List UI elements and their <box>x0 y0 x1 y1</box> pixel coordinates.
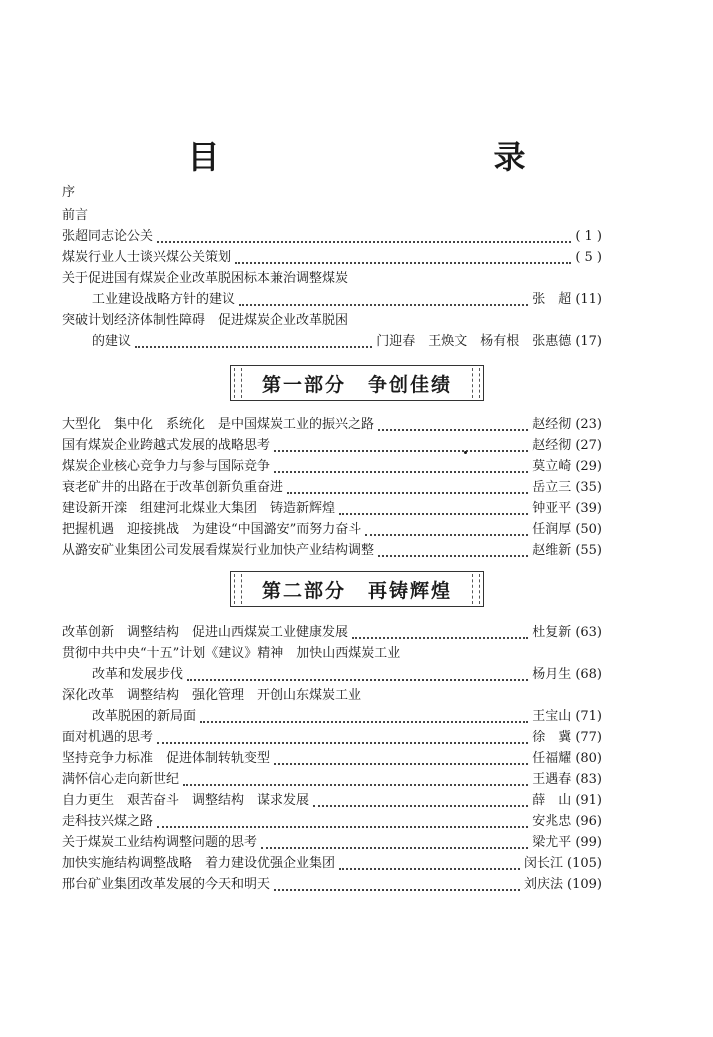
entry-title: 自力更生 艰苦奋斗 调整结构 谋求发展 <box>62 793 310 808</box>
entry-title: 把握机遇 迎接挑战 为建设“中国潞安”而努力奋斗 <box>62 522 362 537</box>
entry-title[interactable]: 突破计划经济体制性障碍 促进煤炭企业改革脱困 <box>62 313 349 328</box>
leader-dots <box>157 231 571 243</box>
entry-title[interactable]: 关于促进国有煤炭企业改革脱困标本兼治调整煤炭 <box>62 271 349 286</box>
entry-author: 杨月生 <box>532 667 572 682</box>
toc-preface[interactable]: 序 <box>62 185 76 200</box>
entry-page: (83) <box>575 772 602 787</box>
toc-entry[interactable] <box>62 247 602 268</box>
part1-heading <box>230 365 484 401</box>
banner-border-left <box>234 574 242 604</box>
entry-title: 衰老矿井的出路在于改革创新负重奋进 <box>62 480 284 495</box>
entry-author: 王宝山 <box>532 709 572 724</box>
entry-author: 闵长江 <box>524 856 564 871</box>
part2-name: 再铸辉煌 <box>368 579 453 602</box>
entry-title-continuation: 的建议 <box>92 334 132 349</box>
entry-page: (39) <box>575 501 602 516</box>
entry-author: 刘庆法 <box>524 877 564 892</box>
entry-page: (29) <box>575 459 602 474</box>
entry-title-continuation: 改革和发展步伐 <box>92 667 184 682</box>
entry-author: 薛 山 <box>532 793 572 808</box>
entry-page: ( 5 ) <box>575 250 602 265</box>
toc-entry[interactable] <box>62 748 602 769</box>
entry-author: 安兆忠 <box>532 814 572 829</box>
entry-page: (96) <box>575 814 602 829</box>
toc-entry[interactable] <box>62 622 602 643</box>
part2-heading <box>230 571 484 607</box>
entry-title: 面对机遇的思考 <box>62 730 154 745</box>
toc-entry[interactable] <box>92 706 602 727</box>
entry-author: 莫立崎 <box>532 459 572 474</box>
leader-dots <box>378 545 528 557</box>
entry-title: 邢台矿业集团改革发展的今天和明天 <box>62 877 271 892</box>
toc-entry[interactable] <box>62 226 602 247</box>
entry-author: 梁尤平 <box>532 835 572 850</box>
entry-author: 门迎春 王焕文 杨有根 张惠德 <box>376 334 572 349</box>
leader-dots <box>261 837 528 849</box>
entry-page: (99) <box>575 835 602 850</box>
toc-entry[interactable] <box>62 874 602 895</box>
entry-author: 赵经彻 <box>532 417 572 432</box>
print-speck <box>464 451 467 454</box>
banner-border-left <box>234 368 242 398</box>
leader-dots <box>235 252 571 264</box>
entry-title-continuation: 工业建设战略方针的建议 <box>92 292 236 307</box>
leader-dots <box>274 753 528 765</box>
entry-title[interactable]: 深化改革 调整结构 强化管理 开创山东煤炭工业 <box>62 688 362 703</box>
part2-label: 第二部分 <box>261 579 346 602</box>
banner-border-right <box>472 574 480 604</box>
leader-dots <box>274 879 520 891</box>
leader-dots <box>135 336 372 348</box>
entry-page: (77) <box>575 730 602 745</box>
toc-entry[interactable] <box>62 414 602 435</box>
entry-author: 钟亚平 <box>532 501 572 516</box>
toc-entry[interactable] <box>62 832 602 853</box>
entry-title[interactable]: 贯彻中共中央“十五”计划《建议》精神 加快山西煤炭工业 <box>62 646 401 661</box>
leader-dots <box>313 795 528 807</box>
entry-title: 张超同志论公关 <box>62 229 154 244</box>
toc-entry[interactable] <box>62 519 602 540</box>
toc-foreword[interactable]: 前言 <box>62 208 89 223</box>
leader-dots <box>378 419 528 431</box>
leader-dots <box>183 774 528 786</box>
entry-title: 建设新开滦 组建河北煤业大集团 铸造新辉煌 <box>62 501 336 516</box>
leader-dots <box>200 711 528 723</box>
leader-dots <box>287 482 528 494</box>
toc-entry[interactable] <box>62 435 602 456</box>
entry-page: (63) <box>575 625 602 640</box>
leader-dots <box>274 461 528 473</box>
entry-page: (80) <box>575 751 602 766</box>
entry-page: ( 1 ) <box>575 229 602 244</box>
entry-page: (27) <box>575 438 602 453</box>
toc-entry[interactable] <box>62 811 602 832</box>
toc-entry[interactable] <box>92 289 602 310</box>
entry-author: 赵维新 <box>532 543 572 558</box>
entry-title: 坚持竞争力标准 促进体制转轨变型 <box>62 751 271 766</box>
entry-title: 大型化 集中化 系统化 是中国煤炭工业的振兴之路 <box>62 417 375 432</box>
entry-author: 王遇春 <box>532 772 572 787</box>
entry-title: 满怀信心走向新世纪 <box>62 772 180 787</box>
toc-entry[interactable] <box>62 727 602 748</box>
banner-border-right <box>472 368 480 398</box>
leader-dots <box>274 440 528 452</box>
entry-author: 徐 冀 <box>532 730 572 745</box>
entry-author: 任福耀 <box>532 751 572 766</box>
leader-dots <box>365 524 528 536</box>
entry-author: 岳立三 <box>532 480 572 495</box>
page-title: 目 录 <box>187 138 596 176</box>
leader-dots <box>339 858 520 870</box>
entry-page: (23) <box>575 417 602 432</box>
leader-dots <box>157 816 528 828</box>
entry-page: (68) <box>575 667 602 682</box>
leader-dots <box>187 669 528 681</box>
leader-dots <box>157 732 528 744</box>
part1-name: 争创佳绩 <box>368 373 453 396</box>
entry-page: (109) <box>567 877 602 892</box>
entry-title: 国有煤炭企业跨越式发展的战略思考 <box>62 438 271 453</box>
toc-entry[interactable] <box>62 769 602 790</box>
entry-page: (91) <box>575 793 602 808</box>
entry-title: 关于煤炭工业结构调整问题的思考 <box>62 835 258 850</box>
entry-page: (11) <box>575 292 602 307</box>
entry-author: 杜复新 <box>532 625 572 640</box>
toc-entry[interactable] <box>62 456 602 477</box>
leader-dots <box>339 503 528 515</box>
part1-label: 第一部分 <box>261 373 346 396</box>
toc-entry[interactable] <box>62 790 602 811</box>
entry-title: 煤炭行业人士谈兴煤公关策划 <box>62 250 232 265</box>
entry-page: (17) <box>575 334 602 349</box>
entry-title-continuation: 改革脱困的新局面 <box>92 709 197 724</box>
toc-entry[interactable] <box>62 540 602 561</box>
entry-page: (55) <box>575 543 602 558</box>
entry-title: 改革创新 调整结构 促进山西煤炭工业健康发展 <box>62 625 349 640</box>
entry-title: 煤炭企业核心竞争力与参与国际竞争 <box>62 459 271 474</box>
toc-entry[interactable] <box>62 498 602 519</box>
entry-author: 赵经彻 <box>532 438 572 453</box>
leader-dots <box>352 627 528 639</box>
toc-entry[interactable] <box>62 477 602 498</box>
toc-entry[interactable] <box>92 331 602 352</box>
entry-page: (71) <box>575 709 602 724</box>
toc-entry[interactable] <box>92 664 602 685</box>
entry-page: (35) <box>575 480 602 495</box>
entry-page: (50) <box>575 522 602 537</box>
entry-title: 加快实施结构调整战略 着力建设优强企业集团 <box>62 856 336 871</box>
toc-entry[interactable] <box>62 853 602 874</box>
entry-author: 张 超 <box>532 292 572 307</box>
entry-author: 任润厚 <box>532 522 572 537</box>
entry-title: 从潞安矿业集团公司发展看煤炭行业加快产业结构调整 <box>62 543 375 558</box>
entry-page: (105) <box>567 856 602 871</box>
leader-dots <box>239 294 528 306</box>
entry-title: 走科技兴煤之路 <box>62 814 154 829</box>
